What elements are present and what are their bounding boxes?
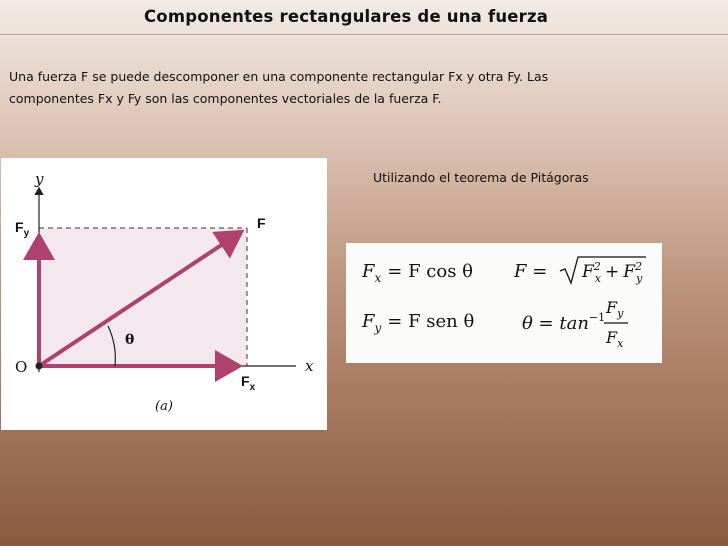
formula-fx [361,261,473,285]
formula-theta [522,311,605,334]
fx-label-main: F [241,373,250,389]
formula-magnitude-rhs: $F^2$ $x + F^2$ y [582,260,643,285]
formula-fx-rhs: = F cos θ [387,261,474,282]
fx-label [241,373,256,393]
force-label: F [257,215,266,231]
intro-line-1: Una fuerza F se puede descomponer en una componente rectangular Fx y otra Fy. Las [9,69,549,84]
formula-fx-sub: x [374,271,382,285]
figure-caption: (a) [155,399,173,414]
intro-text [9,66,709,110]
formula-svg [346,243,662,363]
y-axis-label: y [35,170,44,188]
fraction-numerator: $F_y$ [606,298,624,320]
intro-line-2: componentes Fx y Fy son las componentes vectoriales de la fuerza F. [9,91,442,106]
origin-label: O [15,358,28,376]
formula-theta-lhs: θ = tan [522,313,589,334]
fy-label [15,219,30,239]
formula-fy-lhs: F [362,311,375,332]
fx-label-sub: x [249,382,256,393]
fy-label-main: F [15,219,24,235]
title-divider [0,34,728,35]
force-diagram-svg [1,158,327,430]
x-axis-label: x [305,357,314,375]
formula-fy [361,311,474,335]
formula-fy-sub: y [374,321,382,335]
formula-fx-lhs: F [362,261,375,282]
force-diagram [1,158,327,430]
formula-tan-exp: −1 [588,311,606,324]
formula-magnitude-lhs: F = [514,261,548,282]
pitagoras-label: Utilizando el teorema de Pitágoras [373,170,589,185]
fy-label-sub: y [23,228,30,239]
formula-fy-rhs: = F sen θ [387,311,475,332]
formula-panel [346,243,662,363]
origin-point [36,363,43,370]
fraction-denominator: $F_x$ [606,328,624,350]
slide-title: Componentes rectangulares de una fuerza [144,7,549,26]
angle-label: θ [125,332,135,348]
